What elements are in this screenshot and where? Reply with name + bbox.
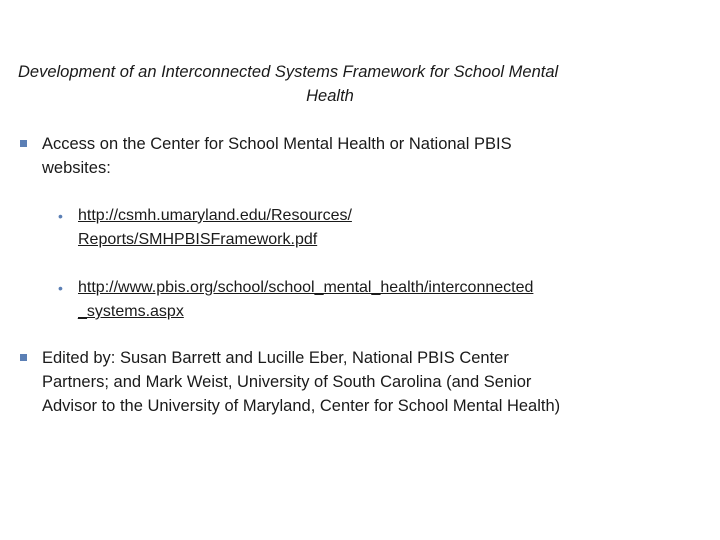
- bullet-text-line-3: Advisor to the University of Maryland, Center for School Mental Health): [42, 397, 561, 415]
- bullet-edited-by: [20, 346, 700, 418]
- slide-title-line-2: Health: [306, 87, 354, 105]
- sub-bullet-pbis-link: [58, 276, 658, 324]
- sub-bullet-csmh-link: [58, 204, 418, 252]
- square-bullet-icon: [20, 140, 27, 147]
- slide-title: [18, 60, 642, 108]
- bullet-access-websites: [20, 132, 660, 180]
- slide-title-line-1: Development of an Interconnected Systems Framework for School Mental: [18, 63, 559, 81]
- bullet-text-line-1: Access on the Center for School Mental Health or National PBIS: [42, 135, 512, 153]
- bullet-text-line-2: Partners; and Mark Weist, University of South Carolina (and Senior: [42, 373, 532, 391]
- bullet-text: [42, 132, 660, 180]
- bullet-text-line-2: websites:: [42, 159, 111, 177]
- round-bullet-icon: •: [58, 208, 63, 224]
- round-bullet-icon: •: [58, 280, 63, 296]
- link-text-line-1: http://csmh.umaryland.edu/Resources/: [78, 207, 352, 224]
- csmh-framework-link[interactable]: [78, 204, 418, 252]
- square-bullet-icon: [20, 354, 27, 361]
- bullet-text: [42, 346, 700, 418]
- link-text-line-2: _systems.aspx: [78, 303, 184, 320]
- pbis-interconnected-link[interactable]: [78, 276, 658, 324]
- link-text-line-2: Reports/SMHPBISFramework.pdf: [78, 231, 318, 248]
- bullet-text-line-1: Edited by: Susan Barrett and Lucille Eber, National PBIS Center: [42, 349, 509, 367]
- link-text-line-1: http://www.pbis.org/school/school_mental_health/interconnected: [78, 279, 534, 296]
